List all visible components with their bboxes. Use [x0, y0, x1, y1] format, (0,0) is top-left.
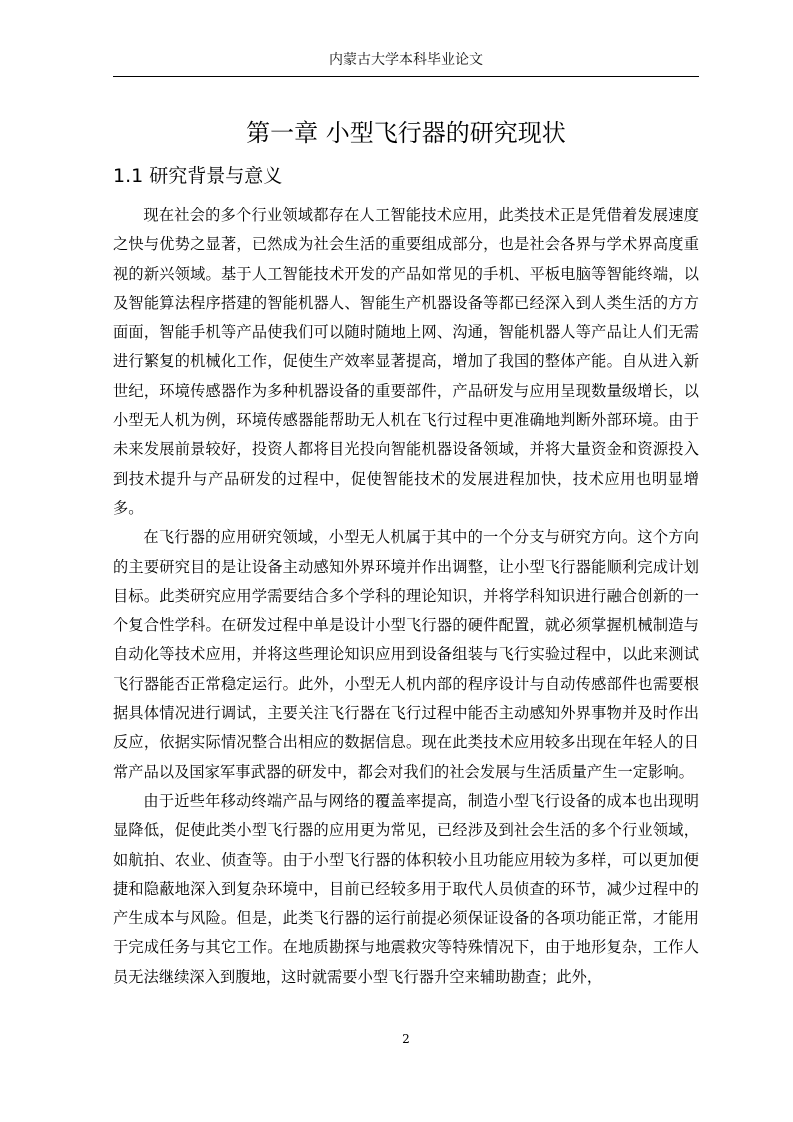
paragraph: 由于近些年移动终端产品与网络的覆盖率提高，制造小型飞行设备的成本也出现明显降低，促使此类小型飞行器的应用更为常见，已经涉及到社会生活的多个行业领域，如航拍、农业、侦查等。由于小型飞行器的体积较小且功能应用较为多样，可以更加便捷和隐蔽地深入到复杂环境中，目前已经较多用于取代人员侦查的环节，减少过程中的产生成本与风险。但是，此类飞行器的运行前提必须保证设备的各项功能正常，才能用于完成任务与其它工作。在地质勘探与地震救灾等特殊情况下，由于地形复杂，工作人员无法继续深入到腹地，这时就需要小型飞行器升空来辅助勘查；此外， — [113, 791, 699, 986]
header-rule — [113, 76, 699, 77]
body-text — [113, 201, 699, 992]
paragraph: 在飞行器的应用研究领域，小型无人机属于其中的一个分支与研究方向。这个方向的主要研究目的是让设备主动感知外界环境并作出调整，让小型飞行器能顺利完成计划目标。此类研究应用学需要结合多个学科的理论知识，并将学科知识进行融合创新的一个复合性学科。在研发过程中单是设计小型飞行器的硬件配置，就必须掌握机械制造与自动化等技术应用，并将这些理论知识应用到设备组装与飞行实验过程中，以此来测试飞行器能否正常稳定运行。此外，小型无人机内部的程序设计与自动传感部件也需要根据具体情况进行调试，主要关注飞行器在飞行过程中能否主动感知外界事物并及时作出反应，依据实际情况整合出相应的数据信息。现在此类技术应用较多出现在年轻人的日常产品以及国家军事武器的研发中，都会对我们的社会发展与生活质量产生一定影响。 — [113, 528, 699, 781]
paragraph: 现在社会的多个行业领域都存在人工智能技术应用，此类技术正是凭借着发展速度之快与优势之显著，已然成为社会生活的重要组成部分，也是社会各界与学术界高度重视的新兴领域。基于人工智能技术开发的产品如常见的手机、平板电脑等智能终端，以及智能算法程序搭建的智能机器人、智能生产机器设备等都已经深入到人类生活的方方面面，智能手机等产品使我们可以随时随地上网、沟通，智能机器人等产品让人们无需进行繁复的机械化工作，促使生产效率显著提高，增加了我国的整体产能。自从进入新世纪，环境传感器作为多种机器设备的重要部件，产品研发与应用呈现数量级增长，以小型无人机为例，环境传感器能帮助无人机在飞行过程中更准确地判断外部环境。由于未来发展前景较好，投资人都将目光投向智能机器设备领域，并将大量资金和资源投入到技术提升与产品研发的过程中，促使智能技术的发展进程加快，技术应用也明显增多。 — [113, 206, 699, 517]
chapter-title: 第一章 小型飞行器的研究现状 — [246, 119, 566, 147]
section-title: 1.1 研究背景与意义 — [113, 165, 283, 187]
running-header: 内蒙古大学本科毕业论文 — [329, 52, 483, 68]
page-number: 2 — [402, 1032, 410, 1046]
